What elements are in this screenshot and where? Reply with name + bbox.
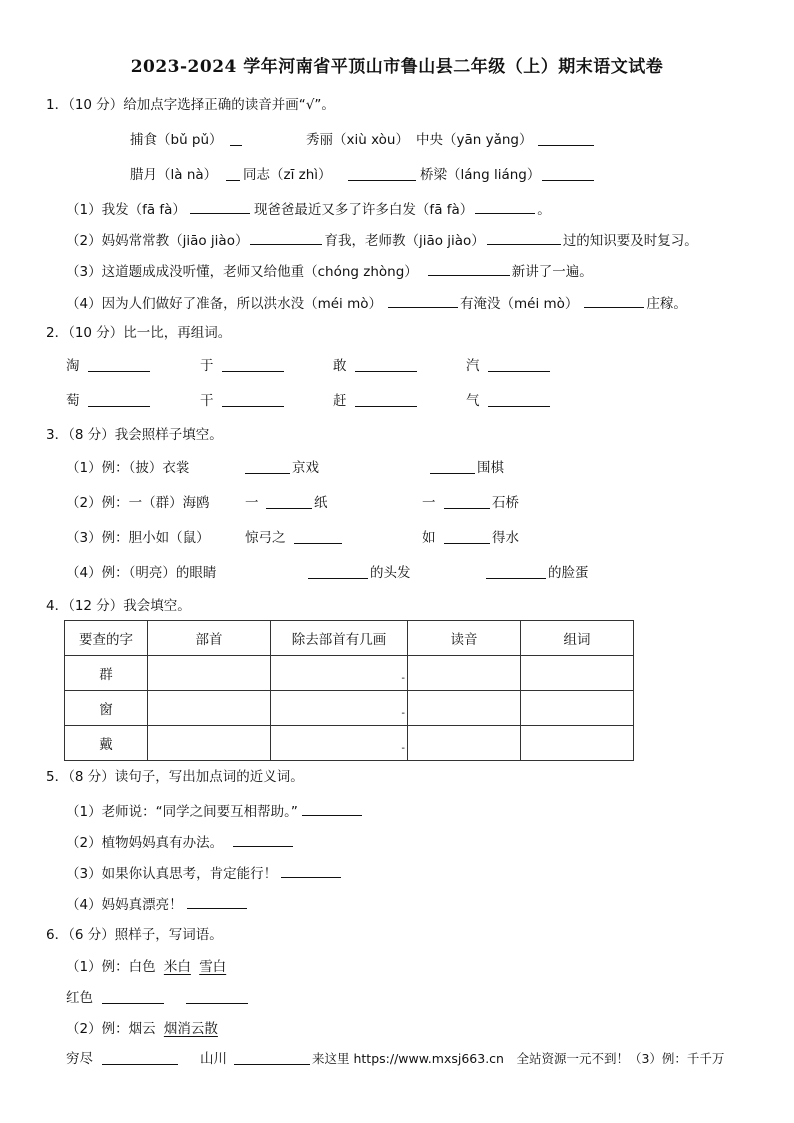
q6-ex1-answer-1: 米白 xyxy=(163,959,191,975)
table-row xyxy=(65,656,634,691)
answer-cell[interactable] xyxy=(408,691,521,726)
q3-l1-b: 围棋 xyxy=(477,460,504,476)
q6-red-label: 红色 xyxy=(66,990,93,1006)
q3-l3-blank2[interactable] xyxy=(444,529,490,544)
q1-s2-a: （2）妈妈常常教（jiāo jiào） xyxy=(66,233,249,249)
q6-w1-blank[interactable] xyxy=(102,1050,178,1065)
q3-l3-a: 惊弓之 xyxy=(245,530,286,546)
q1-r1c-blank[interactable] xyxy=(538,131,594,146)
q3-l2-blank1[interactable] xyxy=(266,494,312,509)
q3-l3-blank1[interactable] xyxy=(294,529,342,544)
q1-r2a-blank[interactable] xyxy=(226,166,240,181)
q5-item-4-text: （4）妈妈真漂亮！ xyxy=(66,897,183,913)
q1-s2-c: 过的知识要及时复习。 xyxy=(562,233,698,249)
answer-cell[interactable] xyxy=(148,691,271,726)
q1-s2-blank1[interactable] xyxy=(250,230,322,245)
q2-r2c2-blank[interactable] xyxy=(222,392,284,407)
q2-r1c3: 敢 xyxy=(333,358,347,374)
q5-item-3-blank[interactable] xyxy=(281,863,341,878)
q2-r1c1: 淘 xyxy=(66,358,80,374)
q2-r1c2-blank[interactable] xyxy=(222,357,284,372)
row-char: 窗 xyxy=(65,691,148,726)
table-header-row xyxy=(65,621,634,656)
q3-l4-a: 的头发 xyxy=(370,565,411,581)
q1-s4-blank2[interactable] xyxy=(584,293,644,308)
answer-cell[interactable] xyxy=(521,656,634,691)
answer-cell[interactable] xyxy=(271,726,408,761)
q1-s3-a: （3）这道题成成没听懂，老师又给他重（chóng zhòng） xyxy=(66,264,418,280)
q3-l2-yi2: 一 xyxy=(422,495,436,511)
q3-l3-ru: 如 xyxy=(422,530,436,546)
q1-s1-c: 。 xyxy=(537,202,551,218)
q1-r1a: 捕食（bǔ pǔ） xyxy=(130,132,223,148)
q5-item-2-text: （2）植物妈妈真有办法。 xyxy=(66,835,224,851)
q5-item-4 xyxy=(66,894,247,914)
q5-item-4-blank[interactable] xyxy=(187,894,247,909)
answer-cell[interactable] xyxy=(271,691,408,726)
q5-item-1-text: （1）老师说：“同学之间要互相帮助。” xyxy=(66,804,298,820)
q5-item-1 xyxy=(66,801,362,821)
q1-r2b-blank[interactable] xyxy=(348,166,416,181)
q1-r2b: 同志（zī zhì） xyxy=(243,167,332,183)
q5-item-3-text: （3）如果你认真思考，肯定能行！ xyxy=(66,866,278,882)
answer-cell[interactable] xyxy=(521,726,634,761)
q3-l1-example: （1）例：（披）衣裳 xyxy=(66,460,190,476)
cell-dash: - xyxy=(401,673,405,684)
q6-ex1 xyxy=(66,958,226,976)
q6-ex2-answer: 烟消云散 xyxy=(163,1021,218,1037)
col-header: 读音 xyxy=(408,621,521,656)
q6-ex2 xyxy=(66,1020,218,1038)
q6-red-blank1[interactable] xyxy=(102,989,164,1004)
q5-item-3 xyxy=(66,863,341,883)
cell-dash: - xyxy=(401,743,405,754)
q1-head-end: ”。 xyxy=(314,97,335,113)
answer-cell[interactable] xyxy=(408,656,521,691)
footer-promo-text: 来这里 https://www.mxsj663.cn 全站资源一元不到！（3）例：千千万 xyxy=(312,1051,725,1066)
q1-s3-b: 新讲了一遍。 xyxy=(511,264,593,280)
q1-s2-blank2[interactable] xyxy=(487,230,561,245)
q3-l1-blank1[interactable] xyxy=(245,459,290,474)
q3-l2-a: 纸 xyxy=(314,495,328,511)
q1-head-text: 1．（10 分）给加点字选择正确的读音并画“ xyxy=(46,97,306,113)
q2-r1c3-blank[interactable] xyxy=(355,357,417,372)
q1-s4-a: （4）因为人们做好了准备，所以洪水没（méi mò） xyxy=(66,296,382,312)
q4-heading: 4．（12 分）我会填空。 xyxy=(46,598,191,614)
check-mark: √ xyxy=(305,97,315,113)
col-header: 部首 xyxy=(148,621,271,656)
q6-w1: 穷尽 xyxy=(66,1051,93,1067)
q2-r2c3-blank[interactable] xyxy=(355,392,417,407)
q2-r2c2: 干 xyxy=(200,393,214,409)
q1-s4-c: 庄稼。 xyxy=(646,296,687,312)
q2-r2c1: 萄 xyxy=(66,393,80,409)
q1-s2 xyxy=(66,230,698,250)
q3-l2-blank2[interactable] xyxy=(444,494,490,509)
q3-l3-b: 得水 xyxy=(492,530,519,546)
q5-heading: 5．（8 分）读句子，写出加点词的近义词。 xyxy=(46,769,304,785)
q1-heading xyxy=(46,96,335,114)
q2-r1c4-blank[interactable] xyxy=(488,357,550,372)
q5-item-1-blank[interactable] xyxy=(302,801,362,816)
q1-r2c-blank[interactable] xyxy=(542,166,594,181)
q1-s1-blank2[interactable] xyxy=(475,199,535,214)
q6-red-blank2[interactable] xyxy=(186,989,248,1004)
col-header: 要查的字 xyxy=(65,621,148,656)
q3-l2-example: （2）例：一（群）海鸥 xyxy=(66,495,210,511)
q1-s3 xyxy=(66,261,593,281)
answer-cell[interactable] xyxy=(271,656,408,691)
q6-w2: 山川 xyxy=(200,1051,227,1067)
q1-s4-blank1[interactable] xyxy=(388,293,458,308)
q6-heading: 6．（6 分）照样子，写词语。 xyxy=(46,927,223,943)
q5-item-2 xyxy=(66,832,293,852)
q3-l4-example: （4）例：（明亮）的眼睛 xyxy=(66,565,217,581)
answer-cell[interactable] xyxy=(408,726,521,761)
answer-cell[interactable] xyxy=(521,691,634,726)
q6-w2-blank[interactable] xyxy=(234,1050,310,1065)
q3-l1-a: 京戏 xyxy=(292,460,319,476)
q1-r1b: 秀丽（xiù xòu） xyxy=(306,132,409,148)
q3-l1-blank2[interactable] xyxy=(430,459,475,474)
q2-r2c1-blank[interactable] xyxy=(88,392,150,407)
q1-s3-blank[interactable] xyxy=(428,261,510,276)
q3-l4-blank1[interactable] xyxy=(308,564,368,579)
q1-s4-b: 有淹没（méi mò） xyxy=(460,296,579,312)
q1-s1-a: （1）我发（fā fà） xyxy=(66,202,186,218)
q3-l4-b: 的脸蛋 xyxy=(548,565,589,581)
row-char: 戴 xyxy=(65,726,148,761)
q1-s1-blank1[interactable] xyxy=(190,199,250,214)
q2-r1c1-blank[interactable] xyxy=(88,357,150,372)
q3-heading: 3．（8 分）我会照样子填空。 xyxy=(46,427,223,443)
q2-heading: 2．（10 分）比一比，再组词。 xyxy=(46,325,232,341)
row-char: 群 xyxy=(65,656,148,691)
q1-s2-b: 育我，老师教（jiāo jiào） xyxy=(324,233,485,249)
col-header: 组词 xyxy=(521,621,634,656)
answer-cell[interactable] xyxy=(148,726,271,761)
q1-r1c: 中央（yān yǎng） xyxy=(416,132,533,148)
q2-r2c4: 气 xyxy=(466,393,480,409)
table-row xyxy=(65,691,634,726)
cell-dash: - xyxy=(401,708,405,719)
q6-ex1-answer-2: 雪白 xyxy=(199,959,227,975)
q3-l3-example: （3）例：胆小如（鼠） xyxy=(66,530,210,546)
q1-s4 xyxy=(66,293,687,313)
q3-l4-blank2[interactable] xyxy=(486,564,546,579)
q1-r2a: 腊月（là nà） xyxy=(130,167,218,183)
q3-l2-yi1: 一 xyxy=(245,495,259,511)
q2-r2c4-blank[interactable] xyxy=(488,392,550,407)
q1-s1-b: 现爸爸最近又多了许多白发（fā fà） xyxy=(253,202,474,218)
q2-r2c3: 赶 xyxy=(333,393,347,409)
table-row xyxy=(65,726,634,761)
q3-l2-b: 石桥 xyxy=(492,495,519,511)
q1-r2c: 桥梁（láng liáng） xyxy=(420,167,541,183)
col-header: 除去部首有几画 xyxy=(271,621,408,656)
q1-s1 xyxy=(66,199,551,219)
lookup-table xyxy=(64,620,634,761)
q6-ex1-label: （1）例：白色 xyxy=(66,959,156,975)
q5-item-2-blank[interactable] xyxy=(233,832,293,847)
q6-ex2-label: （2）例：烟云 xyxy=(66,1021,156,1037)
q2-r1c2: 于 xyxy=(200,358,214,374)
page-title: 2023-2024 学年河南省平顶山市鲁山县二年级（上）期末语文试卷 xyxy=(130,57,664,77)
answer-cell[interactable] xyxy=(148,656,271,691)
q1-r1a-blank[interactable] xyxy=(230,131,242,146)
q2-r1c4: 汽 xyxy=(466,358,480,374)
